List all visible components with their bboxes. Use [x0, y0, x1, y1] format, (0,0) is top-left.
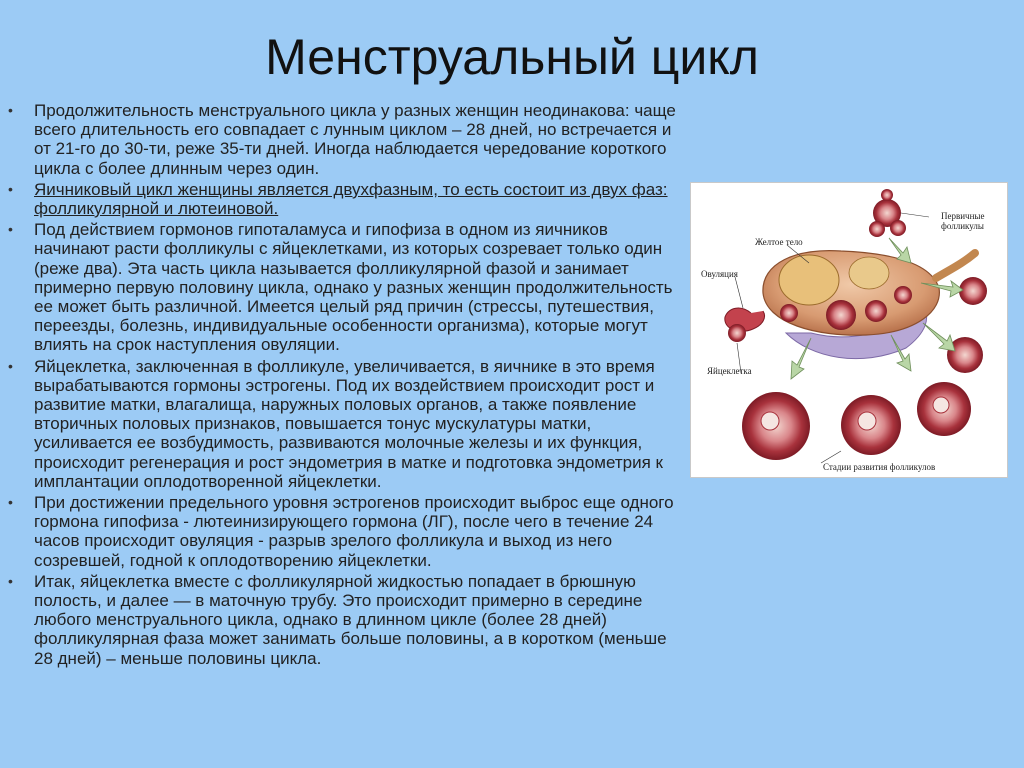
paragraph-5 — [8, 493, 678, 570]
primary-follicle — [869, 221, 885, 237]
label-primary-follicles: Первичные фолликулы — [941, 211, 985, 231]
label-follicle-stages: Стадии развития фолликулов — [823, 462, 936, 472]
oocyte — [761, 412, 779, 430]
arrow — [923, 323, 955, 351]
follicle — [780, 304, 798, 322]
paragraph-1 — [8, 101, 678, 178]
bullet: • — [8, 572, 13, 589]
label-corpus-luteum: Желтое тело — [755, 237, 803, 247]
paragraph-4 — [8, 357, 678, 491]
paragraph-text: Под действием гормонов гипоталамуса и гипофиза в одном из яичников начинают расти фолликулы с яйцеклетками, из которых созревает только один (реже два). Эта часть цикла называется фолликулярной фазой и занимает примерно первую половину цикла, однако у разных женщин продолжительность ее может быть различной. Имеется целый ряд причин (стрессы, путешествия, переезды, болезнь, индивидуальные особенности организма), которые могут влиять на срок наступления овуляции. — [34, 220, 673, 355]
oocyte — [858, 412, 876, 430]
paragraph-text: Яйцеклетка, заключенная в фолликуле, увеличивается, в яичнике в это время вырабатываются гормоны эстрогены. Под их воздействием происходит рост и развитие матки, влагалища, наружных половых органов, а также появление вторичных половых признаков, повышается тонус мускулатуры матки, усиливается ее возбудимость, развиваются молочные железы и их функция, происходит регенерация и рост эндометрия в матке и подготовка эндометрия к имплантации оплодотворенной яйцеклетки. — [34, 356, 663, 491]
paragraph-6 — [8, 572, 678, 668]
follicle — [865, 300, 887, 322]
ovary-follicle-illustration — [690, 182, 1008, 478]
paragraph-text: Яичниковый цикл женщины является двухфазным, то есть состоит из двух фаз: фолликулярной и лютеиновой. — [34, 179, 668, 219]
bullet: • — [8, 180, 13, 197]
text-body — [8, 101, 678, 670]
paragraph-2 — [8, 180, 678, 218]
bullet: • — [8, 102, 13, 118]
bullet: • — [8, 357, 13, 374]
paragraph-3 — [8, 220, 678, 354]
paragraph-text: Итак, яйцеклетка вместе с фолликулярной жидкостью попадает в брюшную полость, и далее — в маточную трубу. Это происходит примерно в середине любого менструального цикла, однако в длинном цикле (более 28 дней) фолликулярная фаза может занимать больше половины, а в коротком (меньше 28 дней) – меньше половины цикла. — [34, 571, 667, 668]
primary-follicle — [881, 189, 893, 201]
paragraph-text: Продолжительность менструального цикла у разных женщин неодинакова: чаще всего длительность его совпадает с лунным циклом – 28 дней, но встречается и от 21-го до 30-ти, реже 35-ти дней. Иногда наблюдается чередование короткого цикла с более длинным через один. — [34, 101, 676, 178]
ligament — [936, 253, 975, 278]
primary-follicle — [890, 220, 906, 236]
page-title: Менструальный цикл — [265, 29, 759, 85]
released-egg — [728, 324, 746, 342]
bullet: • — [8, 221, 13, 238]
corpus-luteum — [779, 255, 839, 305]
follicle — [826, 300, 856, 330]
growing-follicle — [959, 277, 987, 305]
paragraph-text: При достижении предельного уровня эстрогенов происходит выброс еще одного гормона гипофиза - лютеинизирующего гормона (ЛГ), после чего в течение 24 часов происходит овуляция - разрыв зрелого фолликула и выход из него созревшей, годной к оплодотворению яйцеклетки. — [34, 493, 674, 570]
small-luteum — [849, 257, 889, 289]
label-egg-cell: Яйцеклетка — [707, 366, 752, 376]
label-ovulation: Овуляция — [701, 269, 738, 279]
follicle — [894, 286, 912, 304]
bullet: • — [8, 494, 13, 511]
oocyte — [933, 397, 949, 413]
